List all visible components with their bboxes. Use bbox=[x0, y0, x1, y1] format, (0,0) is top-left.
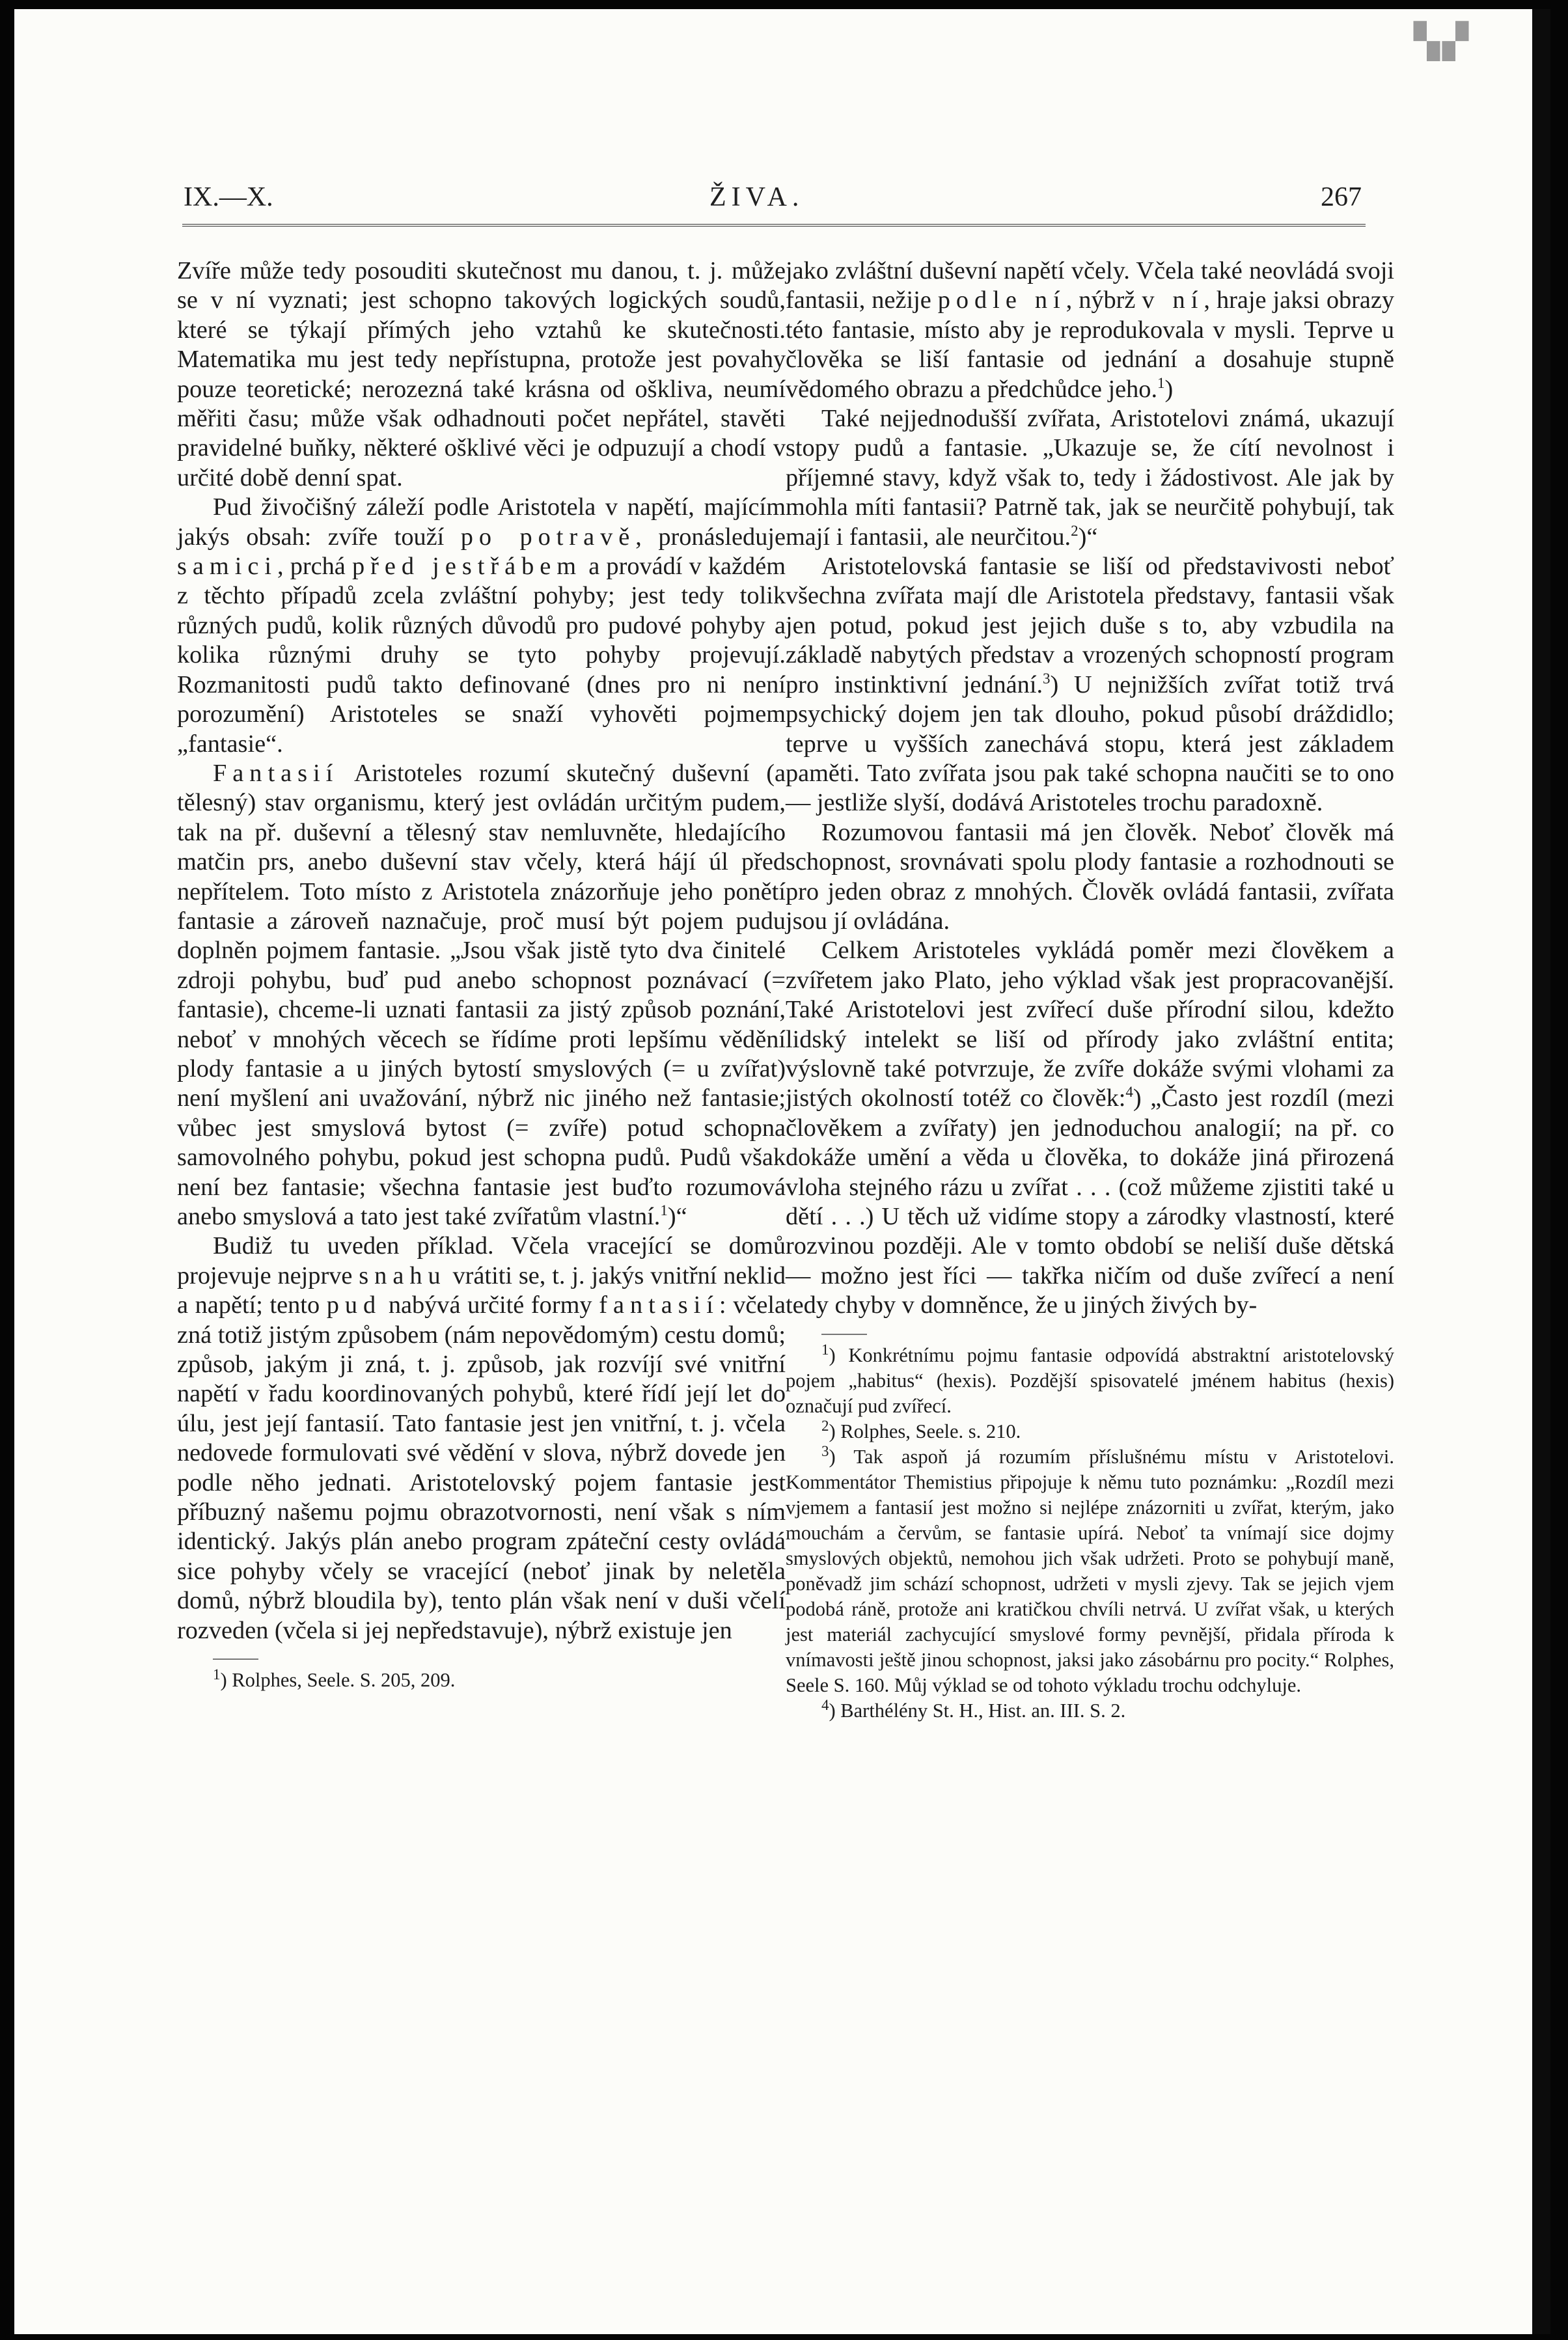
spaced-emphasis: Fantasií bbox=[213, 759, 339, 787]
running-header bbox=[171, 182, 1362, 221]
footnote: $^2$) Rolphes, Seele. s. 210. bbox=[821, 1417, 1021, 1442]
spaced-emphasis: pud bbox=[326, 1291, 382, 1319]
footnote: $^1$) Rolphes, Seele. S. 205, 209. bbox=[213, 1666, 456, 1692]
footnote-ref: 3 bbox=[1043, 670, 1051, 687]
paragraph: Zvíře může tedy posouditi skutečnost mu danou, t. j. může se v ní vyznati; jest schopno takových logických soudů, které se týkají přímých jeho vztahů ke skutečnosti. Matematika mu jest tedy nepřístupna, protože jest povahy pouze teoretické; nerozezná také krásna od ošklivа, neumí měřiti času; může však odhadnouti počet nepřátel, stavěti pravidelné buňky, některé ošklivé věci je odpuzují a chodí v určité době denní spat. bbox=[177, 257, 786, 491]
footnote-ref: 1 bbox=[1157, 374, 1165, 391]
footnote-ref: 4 bbox=[1125, 1084, 1133, 1101]
spaced-emphasis: fantasií bbox=[599, 1291, 719, 1319]
footnote: $^3$) Tak aspoň já rozumím příslušnému místu v Aristotelovi. Kommentátor Themistius připojuje k němu tuto poznámku: „Rozdíl mezi vjemem a fantasií jest možno si nejlépe znázorniti u zvířat, kterým, jako mouchám a červům, se fantasie upírá. Neboť ta vnímají sice dojmy smyslových objektů, nemohou jich však udržeti. Proto se pohybují maně, poněvadž jim schází schopnost, udržeti v mysli zjevy. Tak se jejich vjem podobá ráně, protože ani kratičkou chvíli netrvá. U zvířat však, u kterých jest materiál zachycující smyslové formy pevnější, přidala příroda k vnímavosti ještě jinou schopnost, jaksi jako zásobárnu pro pocity.“ Rolphes, Seele S. 160. Můj výklad se od tohoto výkladu trochu odchyluje. bbox=[786, 1442, 1394, 1696]
issue-number: IX.—X. bbox=[184, 182, 273, 212]
header-rule bbox=[182, 224, 1366, 227]
scanned-page bbox=[14, 9, 1550, 2334]
paragraph: Také nejjednodušší zvířata, Aristotelovi známá, ukazují stopy pudů a fantasie. „Ukazuje se, že cítí nevolnost i příjemné stavy, když však to, tedy i žádostivost. Ale jak by mohla míti fantasii? Patrně tak, jak se neurčitě pohybují, tak mají i fantasii, ale neurčitou.$^2$)“ bbox=[786, 405, 1394, 551]
spaced-emphasis: samici bbox=[177, 553, 277, 581]
paragraph: Rozumovou fantasii má jen člověk. Neboť člověk má schopnost, srovnávati spolu plody fantasie a rozhodnouti se pro jeden obraz z mnohých. Člověk ovládá fantasii, zvířata jsou jí ovládána. bbox=[786, 818, 1394, 935]
paragraph: Pud živočišný záleží podle Aristotela v napětí, majícím jakýs obsah: zvíře touží po potravě, pronásleduje samici, prchá před jestřábem a provádí v každém z těchto případů zcela zvláštní pohyby; jest tedy tolik různých pudů, kolik různých důvodů pro pudové pohyby a kolika různými druhy se tyto pohyby projevují. Rozmanitosti pudů takto definované (dnes pro ni není porozumění) Aristoteles se snaží vyhověti pojmem „fantasie“. bbox=[177, 493, 786, 758]
page-number: 267 bbox=[1321, 182, 1362, 212]
scan-mark-icon: ▚▞ bbox=[1414, 23, 1471, 61]
spaced-emphasis: snahu bbox=[359, 1261, 447, 1289]
paragraph: Celkem Aristoteles vykládá poměr mezi člověkem a zvířetem jako Plato, jeho výklad však jest propracovanější. Také Aristotelovi jest zvířecí duše přírodní silou, kdežto lidský intelekt se liší od přírody jako zvláštní entita; výslovně také potvrzuje, že zvíře dokáže svými vlohami za jistých okolností totéž co člověk:$^4$) „Často jest rozdíl (mezi člověkem a zvířaty) jen jednoduchou analogií; na př. co dokáže umění a věda u člověka, to dokáže jiná přirozená vloha stejného rázu u zvířat . . . (což můžeme zjistiti také u dětí . . .) U těch už vidíme stopy a zárodky vlastností, které rozvinou později. Ale v tomto období se neliší duše dětská — možno jest říci — takřka ničím od duše zvířecí a není tedy chyby v domněnce, že u jiných živých by- bbox=[786, 937, 1394, 1319]
footnote-rule bbox=[821, 1334, 867, 1335]
scan-edge bbox=[1532, 9, 1550, 2334]
footnote-ref: 1 bbox=[660, 1202, 668, 1219]
footnote-rule bbox=[213, 1659, 258, 1660]
paragraph: Aristotelovská fantasie se liší od představivosti neboť všechna zvířata mají dle Aristotela představy, fantasii však jen potud, pokud jest jejich duše s to, aby vzbudila na základě nabytých představ a vrozených schopností program pro instinktivní jednání.$^3$) U nejnižších zvířat totiž trvá psychický dojem jen tak dlouho, pokud působí dráždidlo; teprve u vyšších zanechává stopu, která jest základem paměti. Tato zvířata jsou pak také schopna naučiti se to ono — jestliže slyší, dodává Aristoteles trochu paradoxně. bbox=[786, 553, 1394, 817]
paragraph: Fantasií Aristoteles rozumí skutečný duševní (a tělesný) stav organismu, který jest ovládán určitým pudem, tak na př. duševní a tělesný stav nemluvněte, hledajícího matčin prs, anebo duševní stav včely, která hájí úl před nepřítelem. Toto místo z Aristotela znázorňuje jeho ponětí fantasie a zároveň naznačuje, proč musí být pojem pudu doplněn pojmem fantasie. „Jsou však jistě tyto dva činitelé zdroji pohybu, buď pud anebo schopnost poznávací (= fantasie), chceme-li uznati fantasii za jistý způsob poznání, neboť v mnohých věcech se řídíme proti lepšímu vědění plody fantasie a u jiných bytostí smyslových (= u zvířat) není myšlení ani uvažování, nýbrž nic jiného než fantasie; vůbec jest smyslová bytost (= zvíře) potud schopna samovolného pohybu, pokud jest schopna pudů. Pudů však není bez fantasie; všechna fantasie jest buďto rozumová anebo smyslová a tato jest také zvířatům vlastní.$^1$)“ bbox=[177, 759, 786, 1230]
spaced-emphasis: v ní bbox=[1142, 286, 1204, 314]
journal-title: ŽIVA. bbox=[709, 182, 805, 212]
spaced-emphasis: po potravě bbox=[460, 523, 636, 551]
footnote-ref: 2 bbox=[1071, 522, 1079, 539]
spaced-emphasis: podle ní bbox=[937, 286, 1066, 314]
right-column bbox=[786, 256, 1394, 1724]
footnote: $^1$) Konkrétnímu pojmu fantasie odpovídá abstraktní aristotelovský pojem „habitus“ (hexis). Pozdější spisovatelé jménem habitus (hexis) označují pud zvířecí. bbox=[786, 1341, 1394, 1417]
spaced-emphasis: před jestřábem bbox=[351, 553, 583, 581]
paragraph: Budiž tu uveden příklad. Včela vracející se domů projevuje nejprve snahu vrátiti se, t. j. jakýs vnitřní neklid a napětí; tento pud nabývá určité formy fantasií: včela zná totiž jistým způsobem (nám nepovědomým) cestu domů; způsob, jakým ji zná, t. j. způsob, jak rozvíjí své vnitřní napětí v řadu koordinovaných pohybů, které řídí její let do úlu, jest její fantasií. Tato fantasie jest jen vnitřní, t. j. včela nedovede formulovati své vědění v slova, nýbrž dovede jen podle něho jednati. Aristotelovský pojem fantasie jest příbuzný našemu pojmu obrazotvornosti, není však s ním identický. Jakýs plán anebo program zpáteční cesty ovládá sice pohyby včely se vracející (neboť jinak by neletěla domů, nýbrž bloudila by), tento plán však není v duši včelí rozveden (včela si jej nepředstavuje), nýbrž existuje jen bbox=[177, 1232, 786, 1644]
left-column bbox=[177, 256, 786, 1693]
paragraph: jako zvláštní duševní napětí včely. Včela také neovládá svoji fantasii, nežije podle ní, nýbrž v ní, hraje jaksi obrazy této fantasie, místo aby je reprodukovala v mysli. Teprve u člověka se liší fantasie od jednání a dosahuje stupně vědomého obrazu a předchůdce jeho.$^1$) bbox=[786, 257, 1395, 403]
footnote: $^4$) Barthélény St. H., Hist. an. III. S. 2. bbox=[821, 1696, 1126, 1722]
